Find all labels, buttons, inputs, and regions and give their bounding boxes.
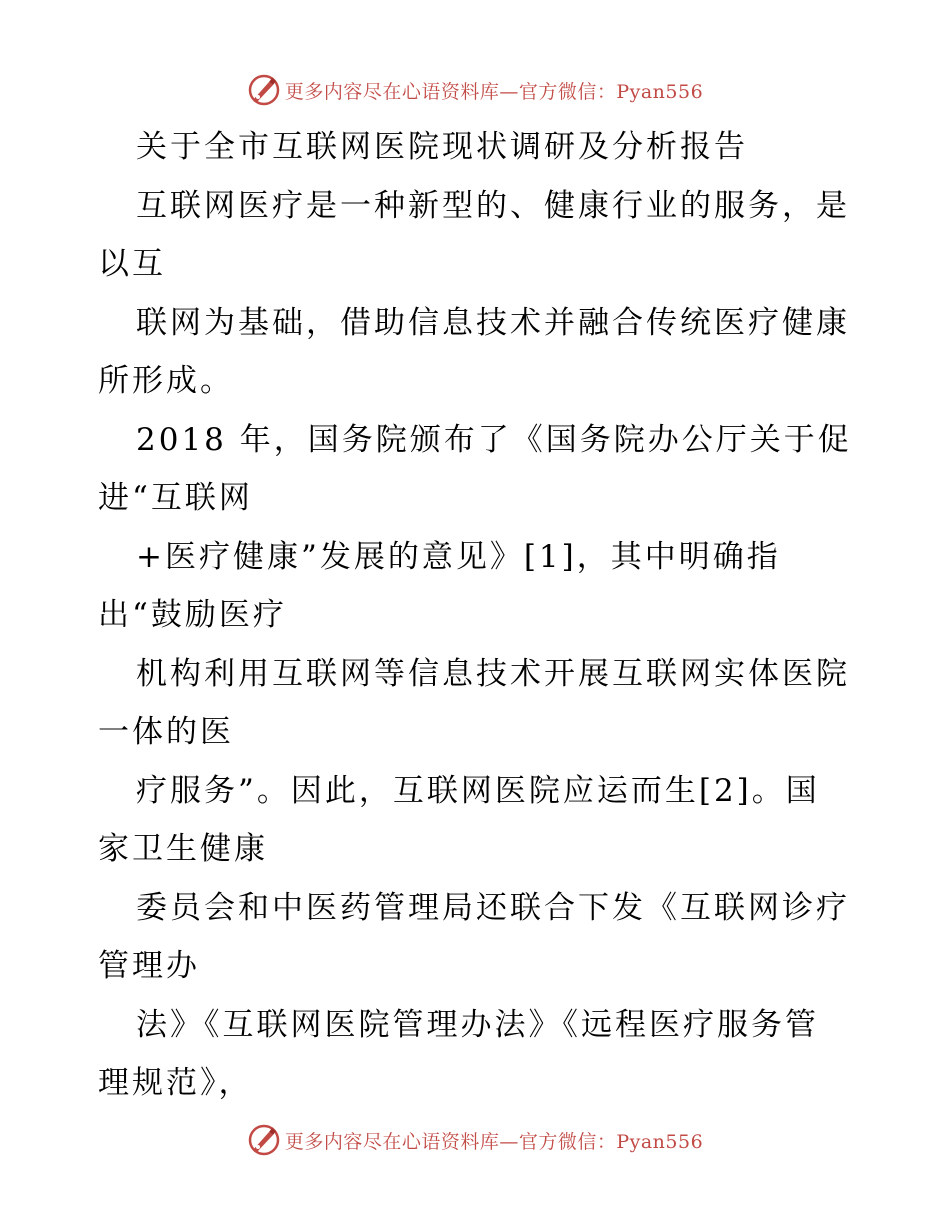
paragraph-line: 联网为基础，借助信息技术并融合传统医疗健康 xyxy=(136,304,850,341)
footer-banner-text: 更多内容尽在心语资料库—官方微信：Pyan556 xyxy=(284,1130,704,1153)
paragraph-line: 理规范》， xyxy=(98,1065,253,1101)
paragraph-line: 一体的医 xyxy=(98,714,234,750)
paragraph-line: +医疗健康”发展的意见》[1]，其中明确指 xyxy=(136,538,781,575)
paragraph-line: 家卫生健康 xyxy=(98,831,268,867)
paragraph-line: 法》《互联网医院管理办法》《远程医疗服务管 xyxy=(136,1006,819,1043)
header-banner xyxy=(0,72,950,108)
paragraph-line: 机构利用互联网等信息技术开展互联网实体医院 xyxy=(136,655,850,692)
paragraph-line: 互联网医疗是一种新型的、健康行业的服务，是 xyxy=(136,187,850,224)
paragraph-line: 管理办 xyxy=(98,948,200,984)
pen-logo-icon xyxy=(247,73,281,107)
paragraph-line: 出“鼓励医疗 xyxy=(98,597,287,633)
paragraph-line: 疗服务”。因此，互联网医院应运而生[2]。国 xyxy=(136,772,820,809)
paragraph-line: 以互 xyxy=(98,246,166,282)
paragraph-line: 委员会和中医药管理局还联合下发《互联网诊疗 xyxy=(136,889,850,926)
report-title: 关于全市互联网医院现状调研及分析报告 xyxy=(136,129,748,165)
paragraph-line: 所形成。 xyxy=(98,363,234,399)
paragraph-line: 2018 年，国务院颁布了《国务院办公厅关于促 xyxy=(136,421,852,458)
pen-logo-icon xyxy=(247,1123,281,1157)
header-banner-text: 更多内容尽在心语资料库—官方微信：Pyan556 xyxy=(284,80,704,103)
footer-banner xyxy=(0,1122,950,1158)
report-body xyxy=(98,126,858,1121)
paragraph-line: 进“互联网 xyxy=(98,480,253,516)
